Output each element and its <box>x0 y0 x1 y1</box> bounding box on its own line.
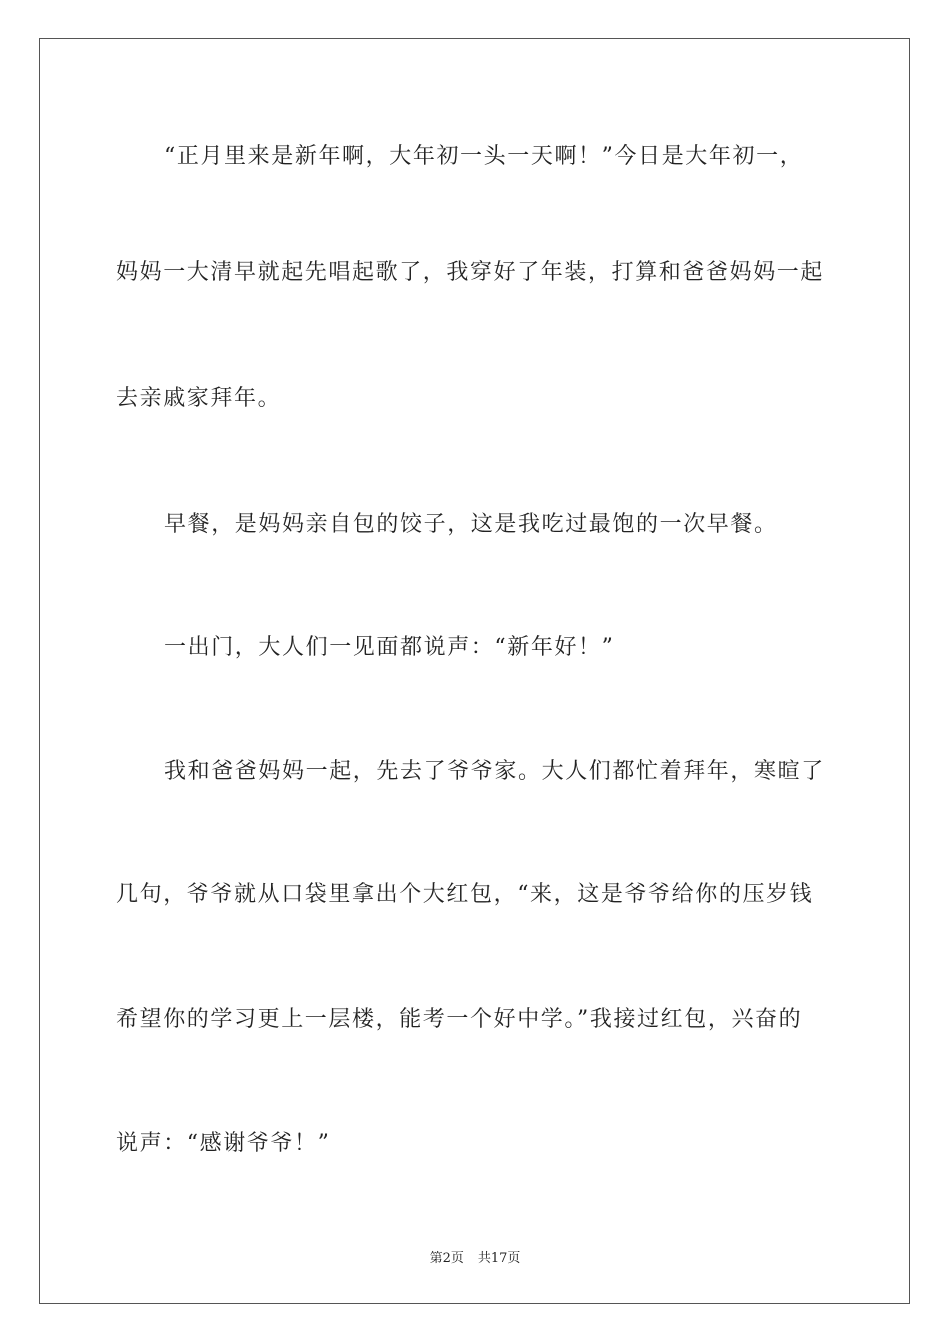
page-number: 第2页 <box>429 1251 464 1266</box>
text-line-8: 希望你的学习更上一层楼，能考一个好中学。”我接过红包，兴奋的 <box>116 1007 803 1032</box>
page-footer <box>0 1247 950 1266</box>
text-line-7: 几句，爷爷就从口袋里拿出个大红包，“来，这是爷爷给你的压岁钱 <box>116 882 814 907</box>
text-line-6: 我和爸爸妈妈一起，先去了爷爷家。大人们都忙着拜年，寒暄了 <box>164 759 825 784</box>
text-line-1: “正月里来是新年啊，大年初一头一天啊！”今日是大年初一， <box>164 144 804 169</box>
text-line-5: 一出门，大人们一见面都说声：“新年好！” <box>164 635 615 660</box>
text-line-3: 去亲戚家拜年。 <box>116 386 282 411</box>
text-line-4: 早餐，是妈妈亲自包的饺子，这是我吃过最饱的一次早餐。 <box>164 512 778 537</box>
text-line-9: 说声：“感谢爷爷！” <box>116 1131 331 1156</box>
page-total: 共17页 <box>477 1251 521 1266</box>
page-frame <box>39 38 910 1304</box>
text-line-2: 妈妈一大清早就起先唱起歌了，我穿好了年装，打算和爸爸妈妈一起 <box>116 260 825 285</box>
